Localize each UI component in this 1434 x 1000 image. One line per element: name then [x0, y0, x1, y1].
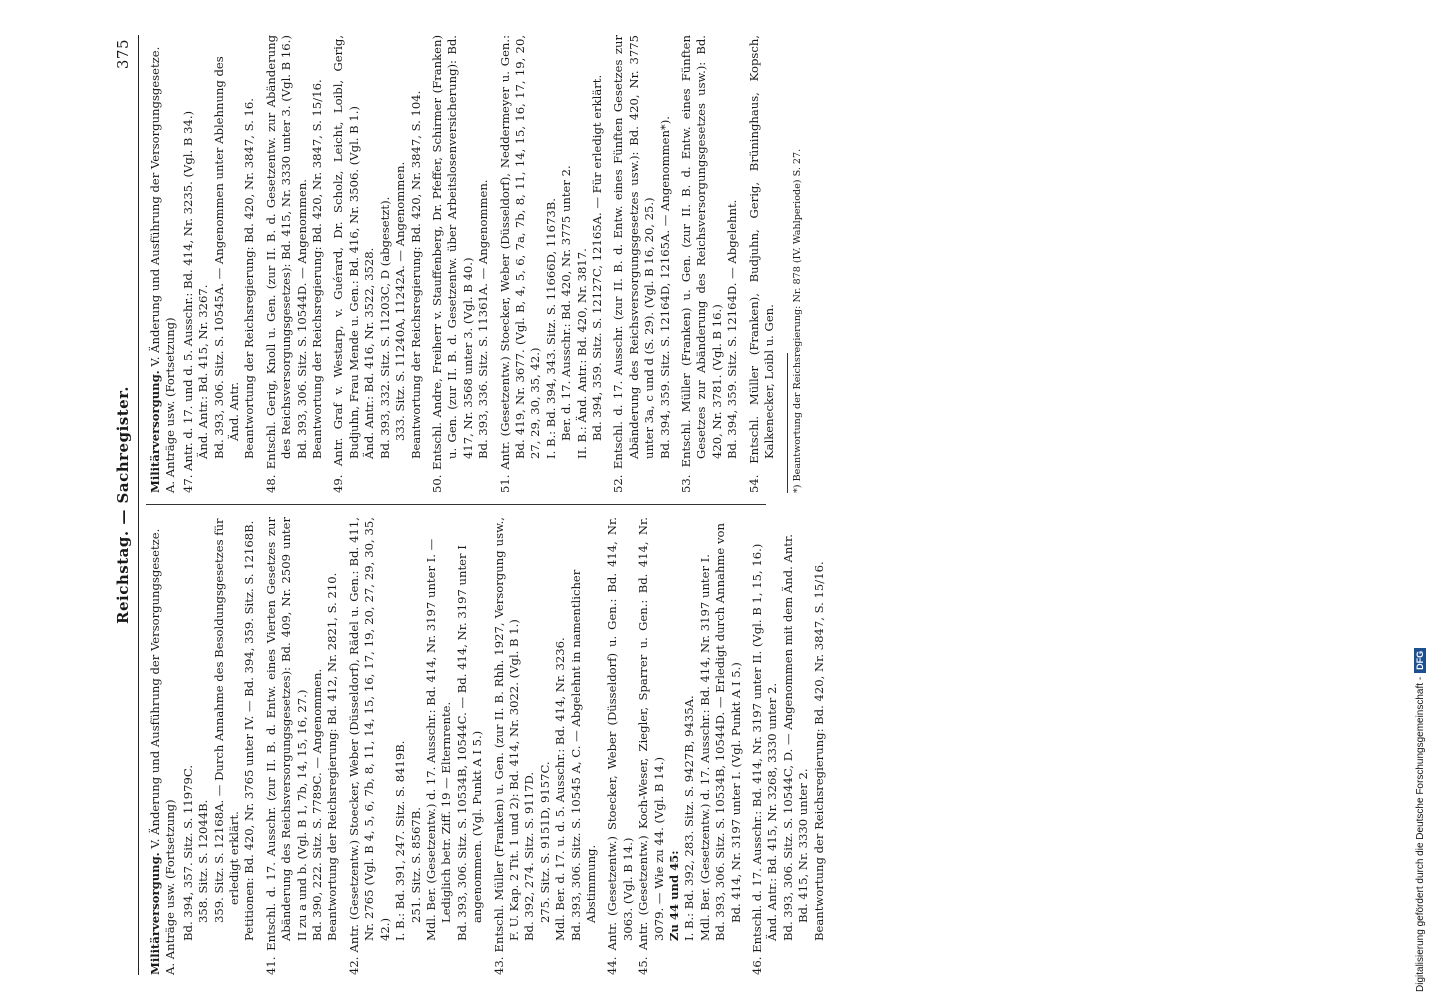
entry-line: Beantwortung der Reichsregierung: Bd. 420, Nr. 3847, S. 15/16.	[310, 79, 325, 459]
entry-line: Beantwortung der Reichsregierung: Bd. 420, Nr. 3847, S. 15/16.	[811, 561, 826, 941]
left-heading-rest: V. Änderung und Ausführung der Versorgungsgesetze. A. Anträge usw. (Fortsetzung)	[148, 528, 178, 975]
left-column	[148, 517, 827, 975]
right-section-heading	[148, 35, 179, 493]
left-heading-bold: Militärversorgung.	[148, 852, 162, 975]
entry-line: Beantwortung der Reichsregierung: Bd. 420, Nr. 3847, S. 104.	[408, 90, 423, 459]
entry-line: Beantwortung der Reichsregierung: Bd. 420, Nr. 3847, S. 16.	[242, 98, 257, 459]
entry-49: 49. Antr. Graf v. Westarp, v. Guérard, Dr. Scholz, Leicht, Loibl, Gerig, Budjuhn, Frau Mende u. Gen.: Bd. 416, Nr. 3506. (Vgl. B 1.)	[331, 35, 361, 493]
entry-line: Mdl. Ber. (Gesetzentw.) d. 17. Ausschr.: Bd. 414, Nr. 3197 unter I. — Lediglich betr. Ziff. 19 — Elternrente.	[423, 538, 454, 941]
entry-line: Bd. 393, 306. Sitz. S. 10545 A, C. — Abgelehnt in namentlicher Abstimmung.	[568, 569, 598, 941]
running-head	[110, 35, 139, 975]
entry-41: 41. Entschl. d. 17. Ausschr. (zur II. B. d. Entw. eines Vierten Gesetzes zur Abänderung des Reichsversorgungsgesetzes): Bd. 409, Nr. 2509 unter II zu a und b. (Vgl. B 1, 7b, 14, 15, 16, 27.)	[263, 517, 309, 975]
entry-46: 46. Entschl. d. 17. Ausschr.: Bd. 414, Nr. 3197 unter II. (Vgl. B 1, 15, 16.)	[750, 543, 765, 975]
entry-line: Bd. 393, 336. Sitz. S. 11361A. — Angenommen.	[476, 179, 491, 459]
entry-line: Bd. 394, 359. Sitz. S. 12164D. — Abgelehnt.	[725, 199, 740, 459]
entry-line: Zu 44 und 45:	[667, 850, 681, 941]
entry-line: II. B.: Änd. Antr.: Bd. 420, Nr. 3817.	[574, 248, 589, 459]
entry-line: Beantwortung der Reichsregierung: Bd. 412, Nr. 2821, S. 210.	[325, 572, 340, 941]
entry-line: Mdl. Ber. d. 17. u. d. 5. Ausschr.: Bd. 414, Nr. 3236.	[553, 637, 568, 941]
entry-line: Bd. 394, 357. Sitz. S. 11979C.	[180, 764, 195, 941]
entry-42: 42. Antr. (Gesetzentw.) Stoecker, Weber (Düsseldorf), Rädel u. Gen.: Bd. 411, Nr. 2765 (Vgl. B 4, 5, 6, 7b, 8, 11, 14, 15, 16, 17, 19, 20, 27, 29, 30, 35, 42.)	[346, 517, 392, 975]
entry-line: Ber. d. 17. Ausschr.: Bd. 420, Nr. 3775 unter 2.	[559, 165, 574, 441]
entry-45: 45. Antr. (Gesetzentw.) Koch-Weser, Ziegler, Sparrer u. Gen.: Bd. 414, Nr. 3079. — Wie zu 44. (Vgl. B 14.)	[636, 517, 666, 975]
entry-line: Änd. Antr.: Bd. 415, Nr. 3267.	[196, 284, 211, 459]
entry-line: Bd. 392, 274. Sitz. S. 9117D.	[522, 771, 537, 941]
entry-line: Bd. 393, 332. Sitz. S. 11203C, D (abgesetzt).	[377, 196, 392, 459]
entry-line: Bd. 394, 359. Sitz. S. 12164D, 12165A. — Angenommen*).	[657, 116, 672, 459]
entry-44: 44. Antr. (Gesetzentw.) Stoecker, Weber (Düsseldorf) u. Gen.: Bd. 414, Nr. 3063. (Vgl. B 14.)	[605, 517, 635, 975]
entry-50: 50. Entschl. Andre, Freiherr v. Stauffenberg, Dr. Pfeffer, Schirmer (Franken) u. Gen. (zur II. B. d. Gesetzentw. über Arbeitslosenversicherung): Bd. 417, Nr. 3568 unter 3. (Vgl. B 40.)	[429, 35, 475, 493]
right-heading-bold: Militärversorgung.	[148, 370, 162, 493]
digitization-credit	[1411, 8, 1431, 992]
entry-line: Petitionen: Bd. 420, Nr. 3765 unter IV. — Bd. 394, 359. Sitz. S. 12168B.	[242, 520, 257, 941]
entry-line: 358. Sitz. S. 12044B.	[196, 799, 211, 923]
entry-48: 48. Entschl. Gerig, Knoll u. Gen. (zur II. B. d. Gesetzentw. zur Abänderung des Reichsversorgungsgesetzes): Bd. 415, Nr. 3330 unter 3. (Vgl. B 16.)	[263, 35, 294, 493]
entry-47: 47. Antr. d. 17. und d. 5. Ausschr.: Bd. 414, Nr. 3235. (Vgl. B 34.)	[180, 110, 195, 493]
entry-line: I. B.: Bd. 391, 247. Sitz. S. 8419B.	[393, 740, 408, 941]
entry-line: Änd. Antr.: Bd. 415, Nr. 3268, 3330 unter 2.	[765, 682, 780, 941]
entry-line: Bd. 393, 306. Sitz. S. 10544D. — Angenommen.	[294, 179, 309, 459]
right-heading-rest: V. Änderung und Ausführung der Versorgungsgesetze. A. Anträge usw. (Fortsetzung)	[148, 46, 178, 493]
entry-line: Bd. 394, 359. Sitz. S. 12127C, 12165A. — Für erledigt erklärt.	[589, 74, 604, 441]
entry-53: 53. Entschl. Müller (Franken) u. Gen. (zur II. B. d. Entw. eines Fünften Gesetzes zur Abänderung des Reichsversorgungsgesetzes usw.): Bd. 420, Nr. 3781. (Vgl. B 16.)	[679, 35, 724, 493]
digitization-credit-text: Digitalisierung gefördert durch die Deutsche Forschungsgemeinschaft -	[1415, 676, 1426, 992]
right-column	[148, 35, 804, 493]
entry-line: 251. Sitz. S. 8567B.	[408, 807, 423, 923]
entry-line: Mdl. Ber. (Gesetzentw.) d. 17. Ausschr.: Bd. 414, Nr. 3197 unter I.	[697, 554, 712, 941]
entry-line: Bd. 393, 306. Sitz. S. 10545A. — Angenommen unter Ablehnung des Änd. Antr.	[211, 56, 242, 459]
footnote-rule	[787, 353, 788, 493]
entry-54: 54. Entschl. Müller (Franken), Budjuhn, Gerig, Brüninghaus, Kopsch, Kalkenecker, Loibl u. Gen.	[746, 35, 777, 493]
entry-line: 333. Sitz. S. 11240A, 11242A. — Angenommen.	[393, 161, 408, 441]
column-divider	[146, 504, 766, 505]
entry-line: Bd. 393, 306. Sitz. S. 10544C, D. — Angenommen mit dem Änd. Antr. Bd. 415, Nr. 3330 unter 2.	[780, 534, 811, 941]
left-section-heading	[148, 517, 179, 975]
page-title: Reichstag. — Sachregister.	[114, 386, 132, 624]
dfg-logo: DFG	[1414, 648, 1426, 673]
entry-line: Änd. Antr.: Bd. 416, Nr. 3522, 3528.	[362, 247, 377, 459]
entry-43: 43. Entschl. Müller (Franken) u. Gen. (zur II. B. Rhh. 1927, Versorgung usw., F. U. Kap. 2 Tit. 1 und 2): Bd. 414, Nr. 3022. (Vgl. B 1.)	[491, 517, 521, 975]
entry-line: Bd. 393, 306. Sitz. S. 10534B, 10544D. — Erledigt durch Annahme von Bd. 414, Nr. 3197 unter I. (Vgl. Punkt A I 5.)	[713, 523, 743, 941]
entry-line: I. B.: Bd. 392, 283. Sitz. S. 9427B, 9435A.	[682, 695, 697, 941]
page-number: 375	[114, 39, 132, 70]
entry-line: 359. Sitz. S. 12168A. — Durch Annahme des Besoldungsgesetzes für erledigt erklärt.	[211, 518, 242, 923]
entry-line: Bd. 390, 222. Sitz. S. 7789C. — Angenommen.	[310, 668, 325, 941]
footnote: *) Beantwortung der Reichsregierung: Nr. 878 (IV. Wahlperiode) S. 27.	[792, 148, 804, 493]
entry-51: 51. Antr. (Gesetzentw.) Stoecker, Weber (Düsseldorf), Neddermeyer u. Gen.: Bd. 419, Nr. 3677. (Vgl. B, 4, 5, 6, 7a, 7b, 8, 11, 14, 15, 16, 17, 19, 20, 27, 29, 30, 35, 42.)	[497, 35, 543, 493]
rotated-register-page	[110, 35, 1420, 975]
entry-line: I. B.: Bd. 394, 343. Sitz. S. 11666D, 11673B.	[543, 198, 558, 459]
entry-line: 275. Sitz. S. 9151D, 9157C.	[537, 761, 552, 923]
entry-52: 52. Entschl. d. 17. Ausschr. (zur II. B. d. Entw. eines Fünften Gesetzes zur Abänderung des Reichsversorgungsgesetzes usw.): Bd. 420, Nr. 3775 unter 3a, c und d (S. 29). (Vgl. B 16, 20, 25.)	[611, 35, 657, 493]
entry-line: Bd. 393, 306. Sitz. S. 10534B, 10544C. — Bd. 414, Nr. 3197 unter I angenommen. (Vgl. Punkt A I 5.)	[454, 545, 485, 941]
